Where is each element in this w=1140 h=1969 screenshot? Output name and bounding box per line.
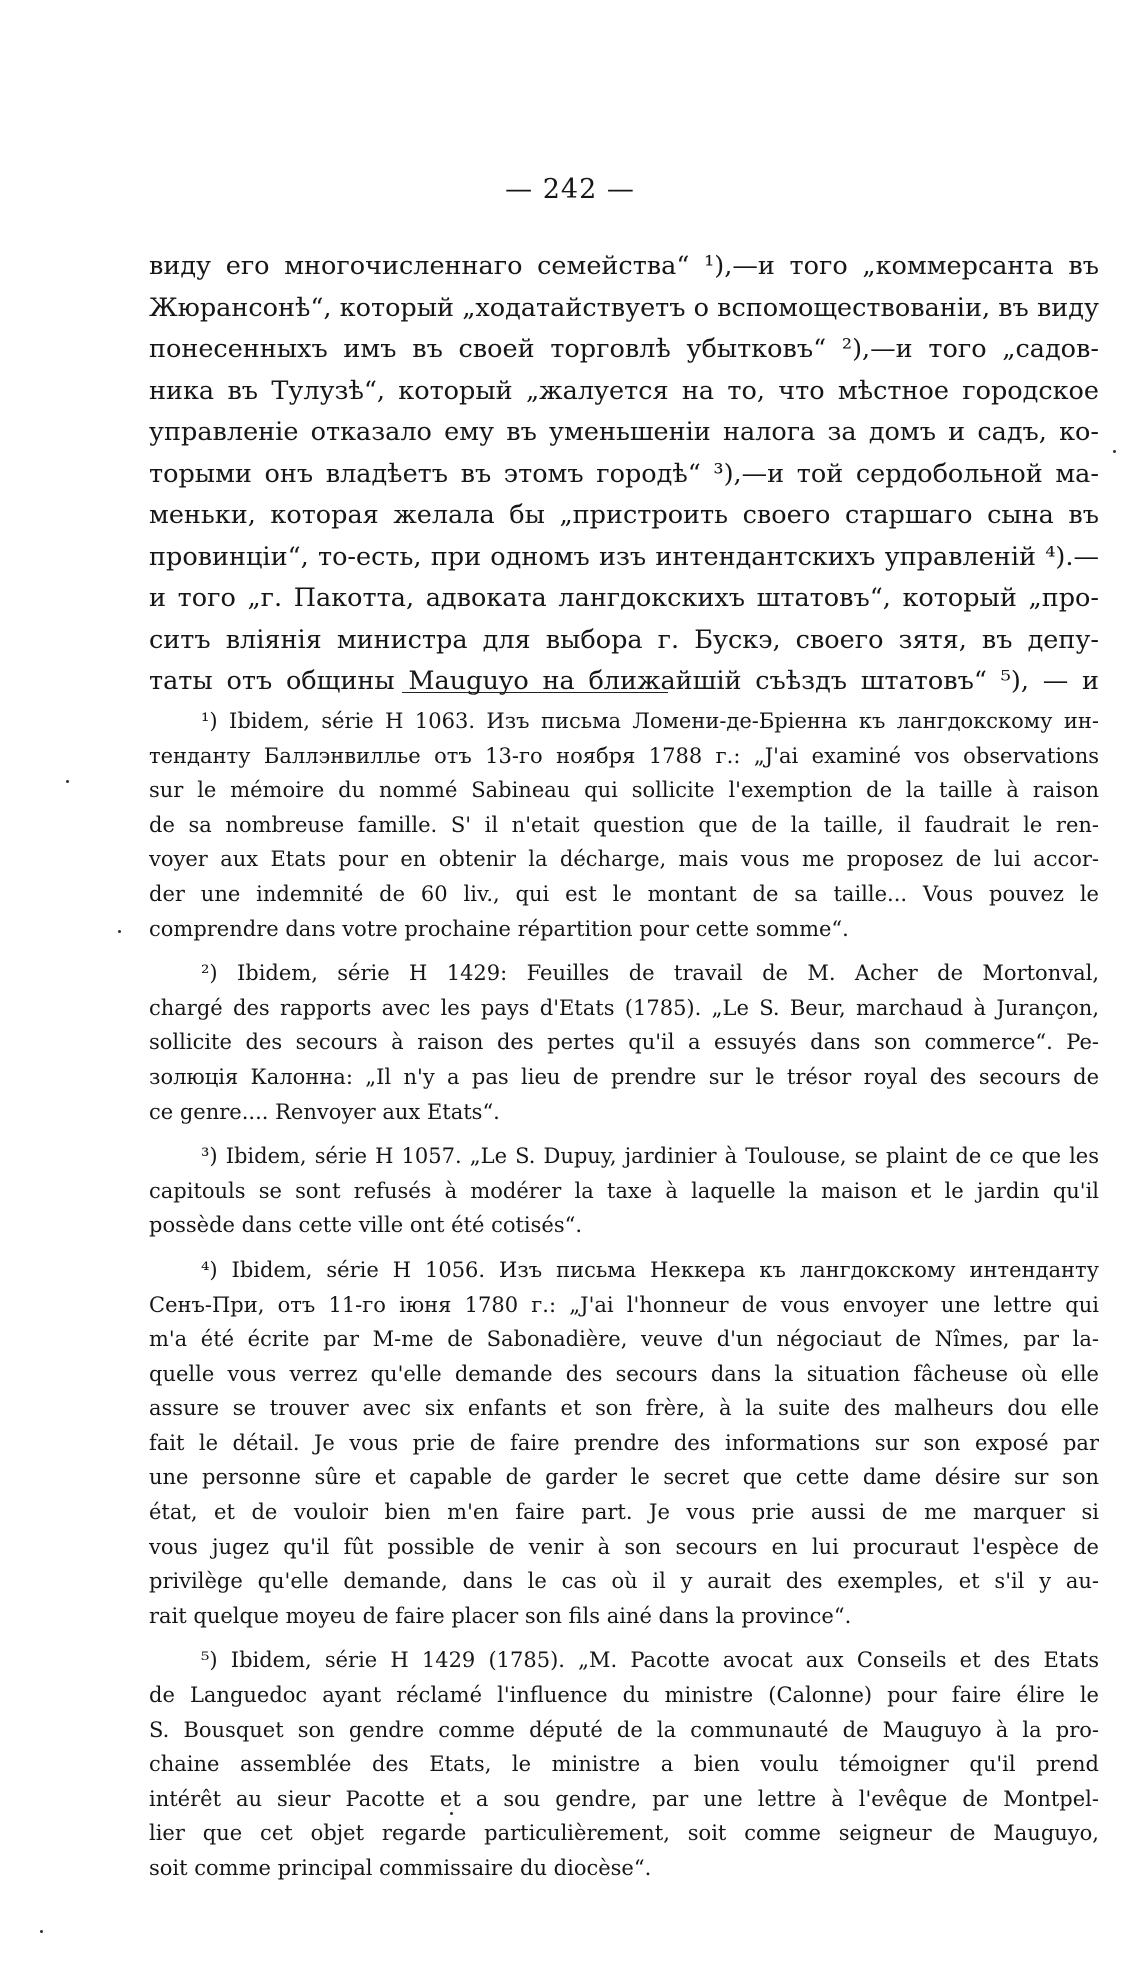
footnote-line: comprendre dans votre prochaine répartition pour cette somme“. (149, 916, 849, 941)
footnote-line: sollicite des secours à raison des pertes qu'il a essuyés dans son commerce“. Pe- (149, 1030, 1099, 1055)
scan-speck (1113, 450, 1116, 453)
footnote-line: assure se trouver avec six enfants et son frère, à la suite des malheurs dou elle (149, 1396, 1099, 1421)
scan-speck (450, 1812, 453, 1815)
scan-speck (40, 1930, 43, 1933)
footnote-line: état, et de vouloir bien m'en faire part. Je vous prie aussi de me marquer si (149, 1500, 1099, 1525)
main-text-line: провинціи“, то-есть, при одномъ изъ интендантскихъ управленій ⁴).— (149, 541, 1099, 572)
footnote-4 (149, 1253, 1099, 1634)
footnote-line: m'a été écrite par M-me de Sabonadière, veuve d'un négociaut de Nîmes, par la- (149, 1327, 1099, 1352)
footnote-line: chaine assemblée des Etats, le ministre a bien voulu témoigner qu'il prend (149, 1752, 1099, 1777)
footnote-line: lier que cet objet regarde particulièrement, soit comme seigneur de Mauguyo, (149, 1821, 1099, 1846)
footnote-line: quelle vous verrez qu'elle demande des secours dans la situation fâcheuse où elle (149, 1361, 1099, 1386)
scan-speck (118, 930, 121, 933)
footnote-1 (149, 704, 1099, 946)
footnote-line: fait le détail. Je vous prie de faire prendre des informations sur son exposé par (149, 1430, 1099, 1455)
footnote-line: rait quelque moyeu de faire placer son fils ainé dans la province“. (149, 1603, 852, 1628)
footnote-line: de Languedoc ayant réclamé l'influence du ministre (Calonne) pour faire élire le (149, 1683, 1099, 1708)
main-text-line: ника въ Тулузѣ“, который „жалуется на то, что мѣстное городское (149, 375, 1099, 406)
main-text-line: и того „г. Пакотта, адвоката лангдокскихъ штатовъ“, который „про- (149, 583, 1099, 613)
main-text-line: понесенныхъ имъ въ своей торговлѣ убытковъ“ ²),—и того „садов- (149, 334, 1099, 364)
footnote-2 (149, 956, 1099, 1129)
footnote-line: ⁵) Ibidem, série H 1429 (1785). „M. Pacotte avocat aux Conseils et des Etats (201, 1648, 1099, 1673)
footnote-line: sur le mémoire du nommé Sabineau qui sollicite l'exemption de la taille à raison (149, 778, 1099, 803)
footnote-line: privilège qu'elle demande, dans le cas où il y aurait des exemples, et s'il y au- (149, 1569, 1099, 1594)
footnote-line: тенданту Баллэнвиллье отъ 13-го ноября 1788 г.: „J'ai examiné vos observations (149, 743, 1099, 768)
footnote-line: ce genre.... Renvoyer aux Etats“. (149, 1099, 500, 1124)
main-text-line: таты отъ общины Mauguyo на ближайшій съѣздъ штатовъ“ ⁵), — и (149, 666, 1099, 696)
footnote-line: ²) Ibidem, série H 1429: Feuilles de travail de M. Acher de Mortonval, (201, 961, 1099, 986)
footnote-line: chargé des rapports avec les pays d'Etats (1785). „Le S. Beur, marchaud à Jurançon, (149, 995, 1099, 1020)
footnote-separator-rule (402, 692, 668, 693)
footnote-line: soit comme principal commissaire du diocèse“. (149, 1856, 652, 1880)
footnote-line: ¹) Ibidem, série H 1063. Изъ письма Ломени-де-Бріенна къ лангдокскому ин- (201, 709, 1099, 733)
footnote-line: ⁴) Ibidem, série H 1056. Изъ письма Неккера къ лангдокскому интенданту (201, 1257, 1099, 1282)
footnote-line: ³) Ibidem, série H 1057. „Le S. Dupuy, jardinier à Toulouse, se plaint de ce que les (201, 1144, 1099, 1169)
main-text-line: ситъ вліянія министра для выбора г. Бускэ, своего зятя, въ депу- (149, 624, 1099, 655)
main-text-line: торыми онъ владѣетъ въ этомъ городѣ“ ³),—и той сердобольной ма- (149, 458, 1099, 489)
scan-speck (66, 780, 69, 783)
main-text-line: управленіе отказало ему въ уменьшеніи налога за домъ и садъ, ко- (149, 417, 1099, 447)
footnote-line: une personne sûre et capable de garder le secret que cette dame désire sur son (149, 1465, 1099, 1490)
footnote-line: der une indemnité de 60 liv., qui est le montant de sa taille... Vous pouvez le (149, 881, 1099, 906)
footnote-line: Сенъ-При, отъ 11-го іюня 1780 г.: „J'ai l'honneur de vous envoyer une lettre qui (149, 1292, 1099, 1317)
footnote-line: voyer aux Etats pour en obtenir la décharge, mais vous me proposez de lui accor- (149, 847, 1099, 872)
footnote-3 (149, 1139, 1099, 1243)
footnote-line: vous jugez qu'il fût possible de venir à son secours en lui procuraut l'espèce de (149, 1534, 1099, 1559)
page-number: — 242 — (505, 174, 635, 205)
footnote-5 (149, 1643, 1099, 1885)
main-text-line: виду его многочисленнаго семейства“ ¹),—и того „коммерсанта въ (149, 251, 1099, 281)
main-text (149, 246, 1099, 703)
main-text-line: меньки, которая желала бы „пристроить своего старшаго сына въ (149, 500, 1099, 530)
footnote-line: de sa nombreuse famille. S' il n'etait question que de la taille, il faudrait le ren- (149, 812, 1099, 837)
footnote-line: capitouls se sont refusés à modérer la taxe à laquelle la maison et le jardin qu'il (149, 1178, 1099, 1203)
footnotes (149, 704, 1099, 1896)
footnote-line: intérêt au sieur Pacotte et a sou gendre, par une lettre à l'evêque de Montpel- (149, 1786, 1099, 1811)
footnote-line: S. Bousquet son gendre comme député de la communauté de Mauguyo à la pro- (149, 1717, 1099, 1742)
main-text-line: Жюрансонѣ“, который „ходатайствуетъ о вспомоществованіи, въ виду (149, 292, 1099, 323)
footnote-line: золюція Калонна: „Il n'y a pas lieu de prendre sur le trésor royal des secours de (149, 1064, 1099, 1089)
footnote-line: possède dans cette ville ont été cotisés“. (149, 1213, 583, 1238)
